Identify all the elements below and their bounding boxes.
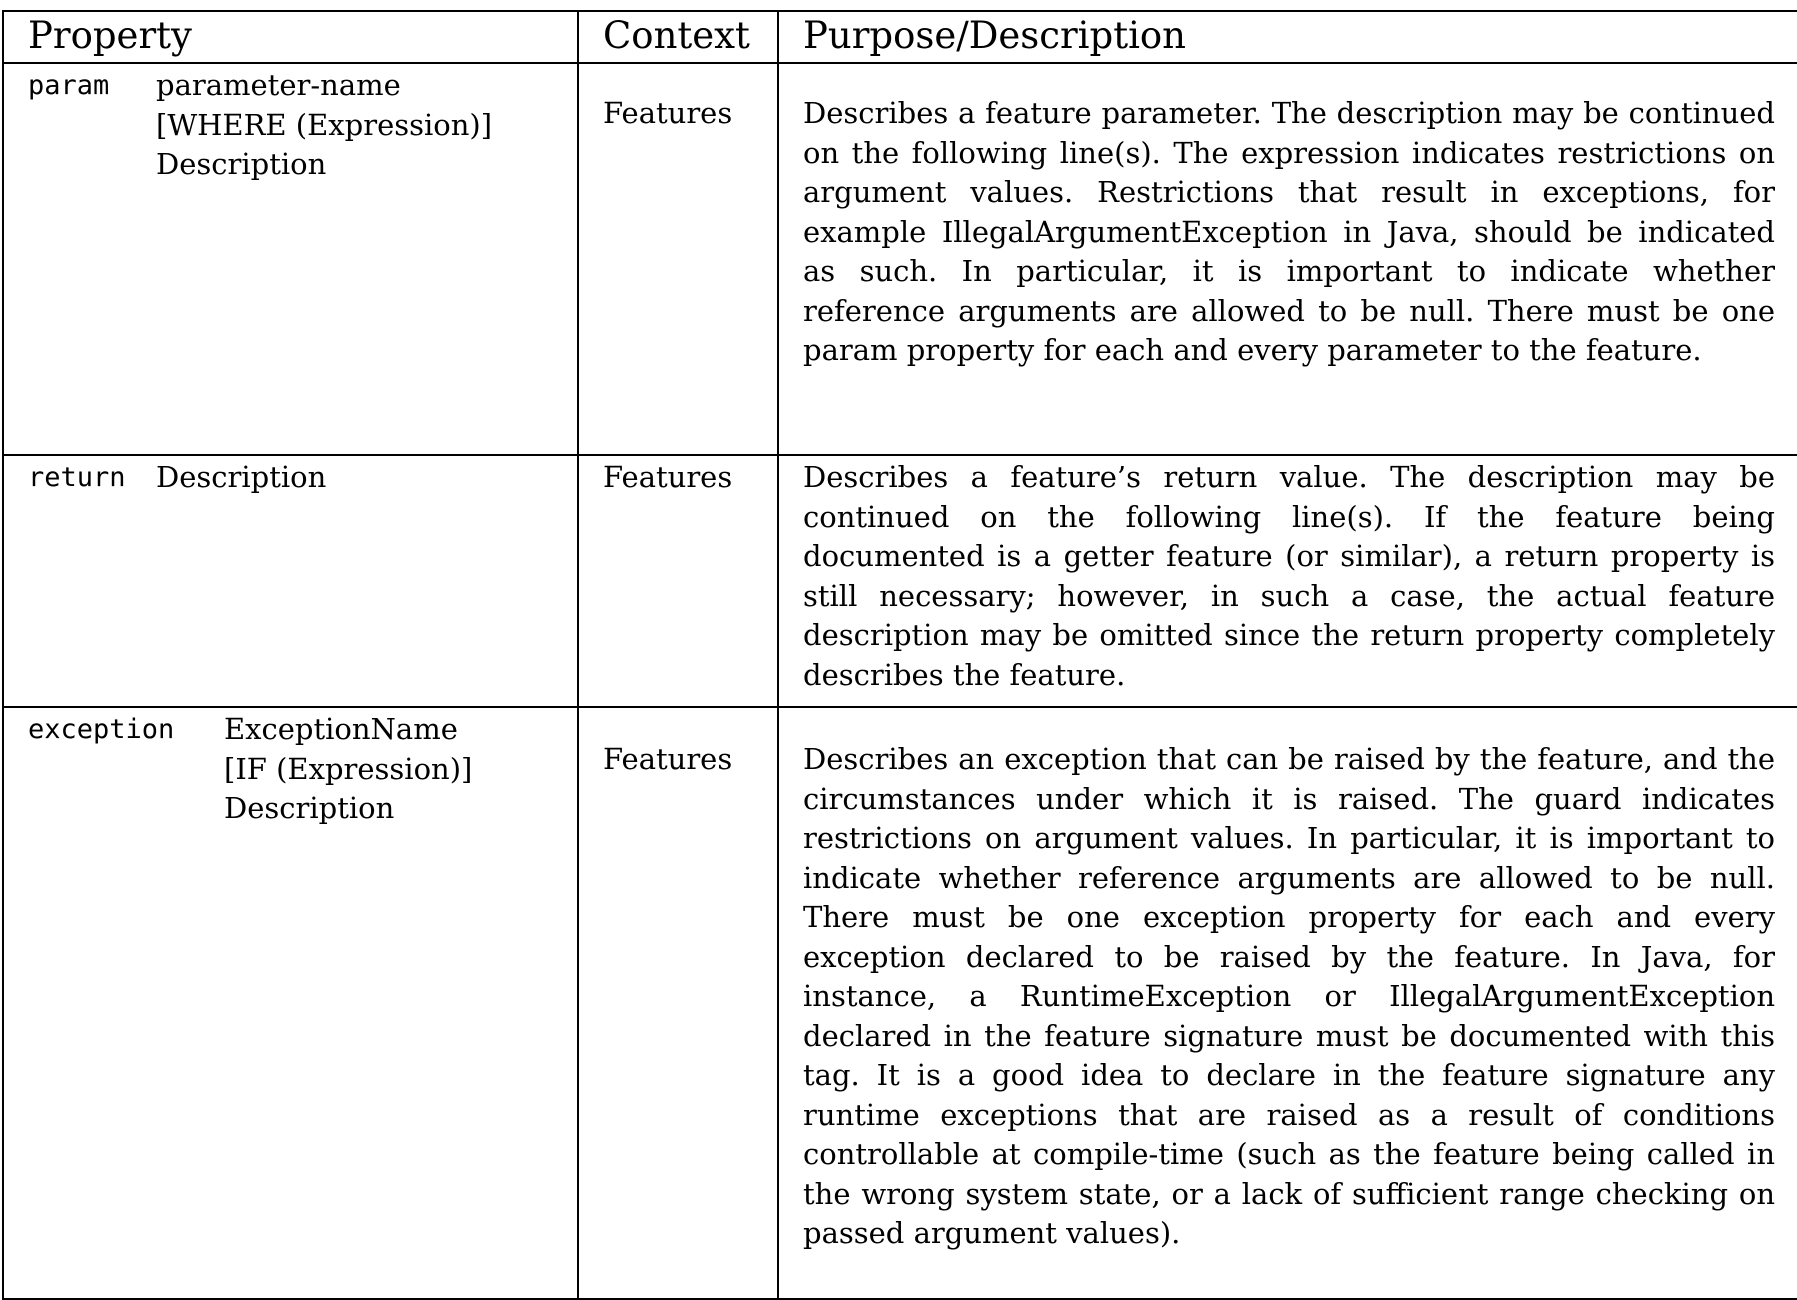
property-arg: [IF (Expression)] (224, 751, 473, 786)
table-row (3, 455, 1797, 707)
property-table (2, 10, 1797, 1300)
context-cell: Features (578, 63, 778, 455)
property-args (156, 458, 577, 498)
property-arg: [WHERE (Expression)] (156, 107, 493, 142)
property-args (156, 66, 577, 185)
table-row (3, 63, 1797, 455)
property-arg: Description (156, 460, 327, 494)
description-cell: Describes an exception that can be raised by the feature, and the circumstances under which it is raised. The guard indicates restrictions on argument values. In particular, it is important to indicate whether reference arguments are allowed to be null. There must be one exception property for each and every exception declared to be raised by the feature. In Java, for instance, a RuntimeException or IllegalArgumentException declared in the feature signature must be documented with this tag. It is a good idea to declare in the feature signature any runtime exceptions that are raised as a result of conditions controllable at compile-time (such as the feature being called in the wrong system state, or a lack of sufficient range checking on passed argument values). (778, 707, 1797, 1299)
context-cell: Features (578, 707, 778, 1299)
property-cell (3, 63, 578, 455)
header-property: Property (3, 11, 578, 63)
description-cell: Describes a feature parameter. The description may be continued on the following line(s). The expression indicates restrictions on argument values. Restrictions that result in exceptions, for example IllegalArgumentException in Java, should be indicated as such. In particular, it is important to indicate whether reference arguments are allowed to be null. There must be one param property for each and every parameter to the feature. (778, 63, 1797, 455)
property-args (224, 710, 577, 829)
description-cell: Describes a feature’s return value. The description may be continued on the following line(s). If the feature being documented is a getter feature (or similar), a return property is still necessary; however, in such a case, the actual feature description may be omitted since the return property completely describes the feature. (778, 455, 1797, 707)
property-arg: Description (224, 791, 395, 825)
header-description: Purpose/Description (778, 11, 1797, 63)
table-row (3, 707, 1797, 1299)
property-cell (3, 455, 578, 707)
property-arg: Description (156, 147, 327, 181)
property-keyword: return (28, 462, 126, 493)
header-row (3, 11, 1797, 63)
header-context: Context (578, 11, 778, 63)
property-cell (3, 707, 578, 1299)
property-keyword: exception (28, 714, 175, 745)
property-arg: ExceptionName (224, 712, 458, 746)
property-keyword: param (28, 70, 110, 101)
property-arg: parameter-name (156, 68, 401, 102)
context-cell: Features (578, 455, 778, 707)
